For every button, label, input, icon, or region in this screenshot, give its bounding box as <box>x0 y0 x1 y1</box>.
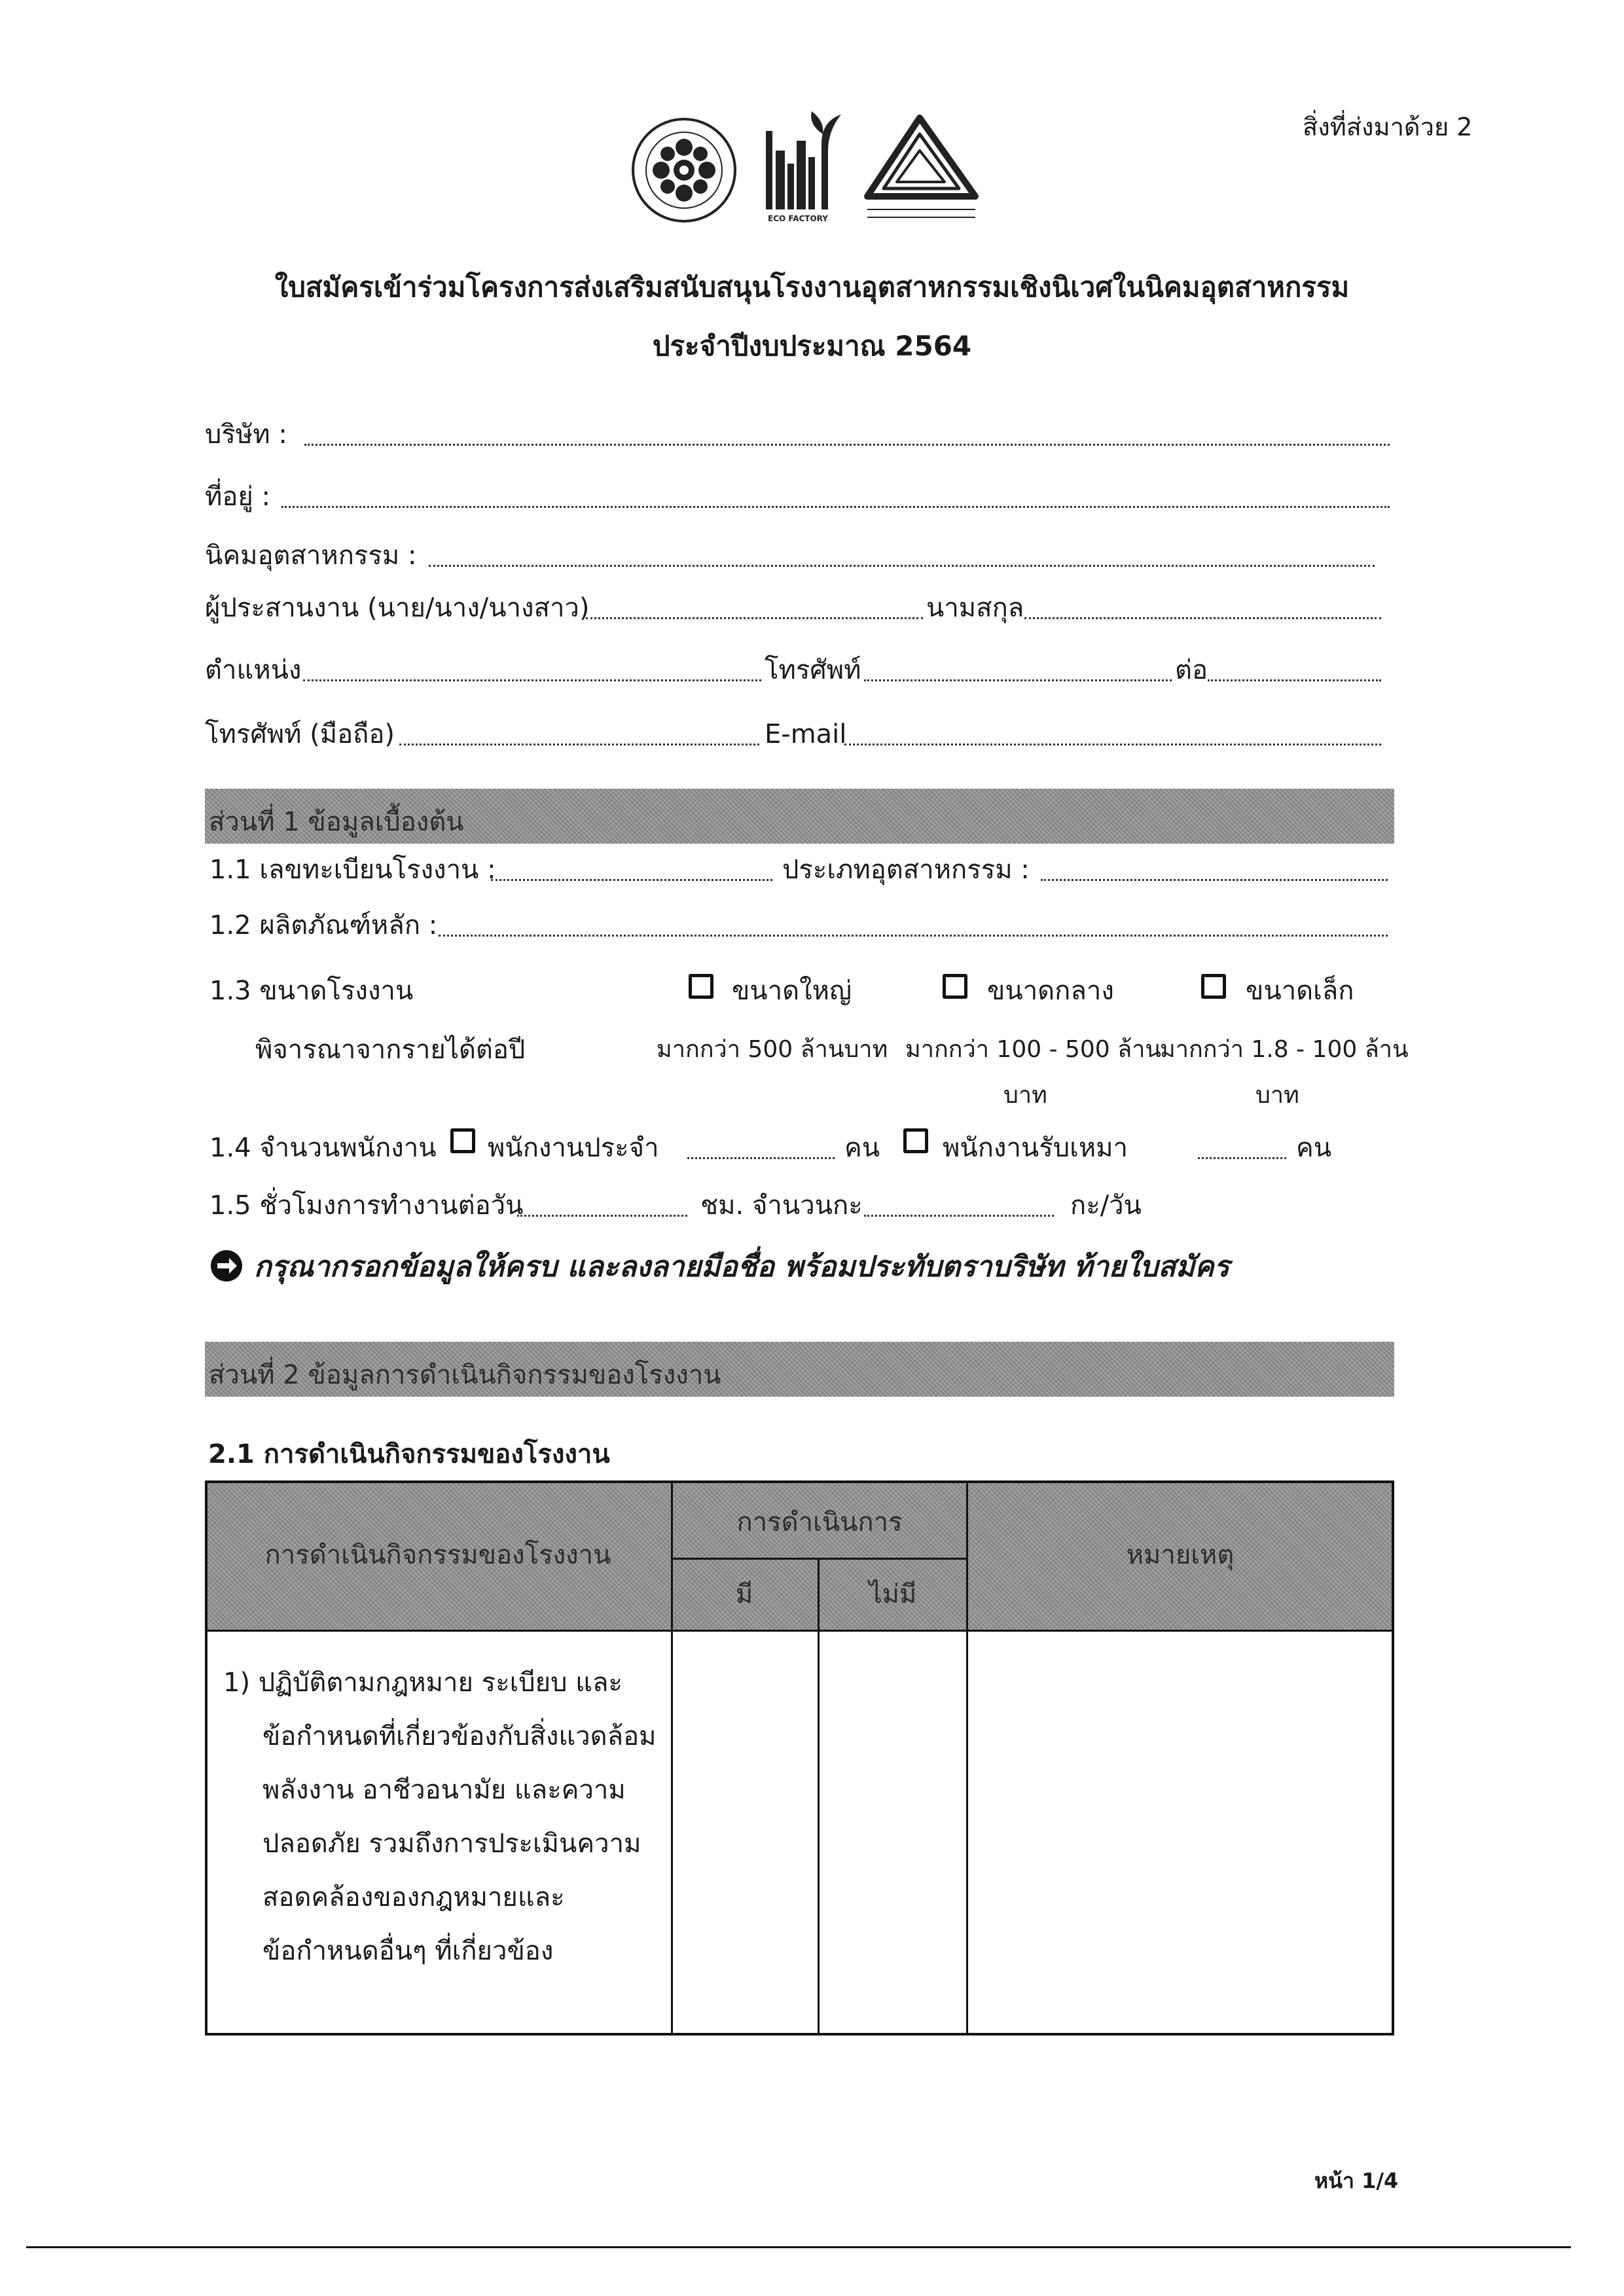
section2-title: ส่วนที่ 2 ข้อมูลการดำเนินกิจกรรมของโรงงาน <box>209 1360 721 1390</box>
address-field[interactable] <box>281 506 1390 508</box>
form-title-line2: ประจำปีงบประมาณ 2564 <box>652 330 972 362</box>
size-basis: พิจารณาจากรายได้ต่อปี <box>255 1035 526 1065</box>
size-medium-desc-unit: บาท <box>1003 1082 1047 1109</box>
section2-subtitle: 2.1 การดำเนินกิจกรรมของโรงงาน <box>208 1439 610 1469</box>
size-medium-checkbox[interactable] <box>943 974 967 999</box>
permanent-checkbox[interactable] <box>450 1128 475 1153</box>
size-large-label: ขนาดใหญ่ <box>732 976 852 1006</box>
phone-label: โทรศัพท์ <box>765 655 861 685</box>
hours-unit: ชม. จำนวนกะ <box>700 1191 863 1221</box>
size-large-desc: มากกว่า 500 ล้านบาท <box>657 1036 888 1063</box>
employees-label: 1.4 จำนวนพนักงาน <box>209 1133 437 1163</box>
ext-field[interactable] <box>1208 679 1381 681</box>
surname-label: นามสกุล <box>926 593 1024 623</box>
size-small-checkbox[interactable] <box>1201 974 1226 999</box>
reg-no-label: 1.1 เลขทะเบียนโรงงาน : <box>209 855 496 885</box>
permanent-label: พนักงานประจำ <box>488 1133 659 1163</box>
logos-image <box>632 105 992 236</box>
arrow-right-icon <box>209 1249 244 1283</box>
surname-field[interactable] <box>1024 617 1381 619</box>
contract-checkbox[interactable] <box>903 1128 928 1153</box>
phone-field[interactable] <box>864 679 1172 681</box>
remark-cell[interactable] <box>968 1632 1392 2033</box>
size-small-label: ขนาดเล็ก <box>1246 976 1354 1006</box>
contract-label: พนักงานรับเหมา <box>943 1133 1128 1163</box>
ministry-seal-logo <box>633 119 735 221</box>
activity-line: พลังงาน อาชีวอนามัย และความ <box>262 1775 626 1805</box>
section2-header <box>205 1342 1394 1397</box>
no-cell[interactable] <box>820 1632 966 2033</box>
coordinator-name-field[interactable] <box>586 617 923 619</box>
activity-line: ข้อกำหนดที่เกี่ยวข้องกับสิ่งแวดล้อม <box>262 1721 657 1751</box>
size-medium-label: ขนาดกลาง <box>987 976 1114 1006</box>
company-label: บริษัท : <box>205 420 287 450</box>
mobile-label: โทรศัพท์ (มือถือ) <box>205 719 395 749</box>
permanent-count-field[interactable] <box>687 1157 835 1159</box>
hours-field[interactable] <box>517 1215 687 1217</box>
position-field[interactable] <box>303 679 761 681</box>
activity-line: ข้อกำหนดอื่นๆ ที่เกี่ยวข้อง <box>262 1936 554 1966</box>
size-large-checkbox[interactable] <box>689 974 713 999</box>
main-product-label: 1.2 ผลิตภัณฑ์หลัก : <box>209 910 438 941</box>
position-label: ตำแหน่ง <box>205 655 302 685</box>
estate-field[interactable] <box>429 565 1375 567</box>
table-row <box>223 1656 668 1978</box>
activity-line: ปลอดภัย รวมถึงการประเมินความ <box>262 1829 641 1859</box>
activity-table <box>205 1480 1394 2036</box>
size-medium-desc: มากกว่า 100 - 500 ล้าน <box>905 1036 1162 1063</box>
section1-title: ส่วนที่ 1 ข้อมูลเบื้องต้น <box>209 807 464 837</box>
size-small-desc: มากกว่า 1.8 - 100 ล้าน <box>1160 1036 1409 1063</box>
coordinator-label: ผู้ประสานงาน (นาย/นาง/นางสาว) <box>205 593 590 623</box>
industry-type-field[interactable] <box>1041 879 1388 881</box>
form-title-line1: ใบสมัครเข้าร่วมโครงการส่งเสริมสนับสนุนโรงงานอุตสาหกรรมเชิงนิเวศในนิคมอุตสาหกรรม <box>274 271 1350 303</box>
col-activity-header: การดำเนินกิจกรรมของโรงงาน <box>264 1540 611 1570</box>
activity-line: 1) ปฏิบัติตามกฎหมาย ระเบียบ และ <box>223 1668 623 1698</box>
instruction-text: กรุณากรอกข้อมูลให้ครบ และลงลายมือชื่อ พร้อมประทับตราบริษัท ท้ายใบสมัคร <box>254 1250 1230 1283</box>
mobile-field[interactable] <box>399 744 759 745</box>
contract-unit: คน <box>1296 1133 1332 1163</box>
permanent-unit: คน <box>844 1133 880 1163</box>
section1-header <box>205 789 1394 844</box>
ext-label: ต่อ <box>1175 655 1208 685</box>
email-label: E-mail <box>765 719 847 749</box>
industry-type-label: ประเภทอุตสาหกรรม : <box>782 855 1030 885</box>
contract-count-field[interactable] <box>1198 1157 1286 1159</box>
ieat-triangle-logo <box>867 118 975 217</box>
col-yes-header: มี <box>735 1579 753 1609</box>
col-no-header: ไม่มี <box>869 1579 917 1609</box>
col-remark-header: หมายเหตุ <box>1126 1540 1235 1570</box>
company-field[interactable] <box>304 444 1390 446</box>
activity-line: สอดคล้องของกฎหมายและ <box>262 1882 565 1912</box>
estate-label: นิคมอุตสาหกรรม : <box>205 541 417 571</box>
email-field[interactable] <box>844 744 1381 745</box>
size-small-desc-unit: บาท <box>1255 1082 1299 1109</box>
address-label: ที่อยู่ : <box>205 482 271 512</box>
hours-label: 1.5 ชั่วโมงการทำงานต่อวัน <box>209 1191 524 1221</box>
eco-factory-logo <box>766 111 841 223</box>
main-product-field[interactable] <box>439 935 1388 937</box>
page-number: หน้า 1/4 <box>1314 2168 1399 2193</box>
yes-cell[interactable] <box>673 1632 818 2033</box>
svg-text:ECO FACTORY: ECO FACTORY <box>768 214 828 223</box>
attachment-label: สิ่งที่ส่งมาด้วย 2 <box>1303 113 1473 141</box>
shift-unit: กะ/วัน <box>1070 1191 1142 1221</box>
shift-field[interactable] <box>864 1215 1054 1217</box>
logo-group <box>632 105 992 236</box>
col-operation-header: การดำเนินการ <box>736 1507 903 1537</box>
footer-rule <box>26 2246 1571 2248</box>
reg-no-field[interactable] <box>491 879 772 881</box>
size-label: 1.3 ขนาดโรงงาน <box>209 976 414 1006</box>
